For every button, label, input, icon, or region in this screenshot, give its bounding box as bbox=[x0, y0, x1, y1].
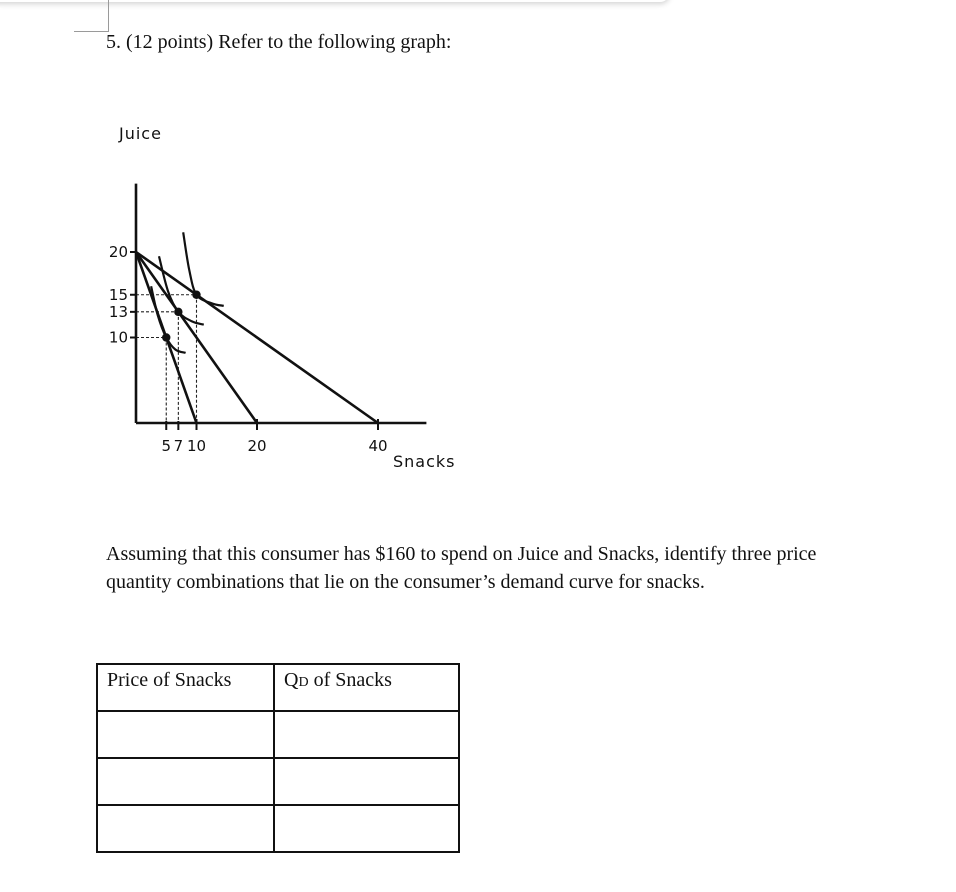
question-text: Refer to the following graph: bbox=[218, 31, 452, 53]
header-qd-of-snacks bbox=[274, 664, 459, 711]
x-axis-title: Snacks bbox=[393, 452, 456, 471]
y-axis-title: Juice bbox=[119, 124, 162, 143]
chart-guides bbox=[136, 295, 197, 423]
table-header-row bbox=[97, 664, 459, 711]
y-tick-label-20: 20 bbox=[108, 243, 128, 261]
tangency-point-2 bbox=[174, 308, 182, 316]
chart-labels bbox=[109, 124, 456, 471]
qd-cell-1[interactable] bbox=[274, 711, 459, 758]
prompt-text bbox=[106, 540, 916, 596]
x-tick-label-40: 40 bbox=[368, 437, 388, 455]
y-tick-label-10: 10 bbox=[108, 328, 128, 347]
header-qd-subscript: D bbox=[298, 675, 309, 690]
table-row bbox=[97, 711, 459, 758]
question-number: 5. bbox=[106, 31, 121, 53]
x-tick-label-5: 5 bbox=[161, 437, 172, 455]
header-price-of-snacks: Price of Snacks bbox=[97, 664, 274, 711]
prompt-line-1: Assuming that this consumer has $160 to spend on Juice and Snacks, identify three price bbox=[106, 543, 817, 565]
price-cell-1[interactable] bbox=[97, 711, 274, 758]
answer-table bbox=[96, 663, 460, 853]
chart-axes bbox=[136, 184, 426, 423]
qd-cell-2[interactable] bbox=[274, 758, 459, 805]
budget-line-c bbox=[136, 252, 378, 423]
header-qd-letter: Q bbox=[284, 669, 299, 691]
table-row bbox=[97, 805, 459, 852]
tangency-point-3 bbox=[192, 291, 200, 299]
x-tick-label-10: 10 bbox=[186, 437, 207, 455]
y-tick-label-13: 13 bbox=[108, 302, 128, 321]
y-tick-label-15: 15 bbox=[108, 285, 128, 304]
prompt-line-2: quantity combinations that lie on the consumer’s demand curve for snacks. bbox=[106, 571, 705, 593]
qd-cell-3[interactable] bbox=[274, 805, 459, 852]
table-row bbox=[97, 758, 459, 805]
header-qd-text: of Snacks bbox=[308, 669, 392, 691]
price-cell-3[interactable] bbox=[97, 805, 274, 852]
tangency-point-1 bbox=[162, 333, 170, 341]
indifference-curve-3 bbox=[183, 232, 224, 306]
price-cell-2[interactable] bbox=[97, 758, 274, 805]
x-tick-label-7: 7 bbox=[173, 437, 184, 455]
question-points: (12 points) bbox=[126, 31, 214, 53]
x-tick-label-20: 20 bbox=[247, 437, 267, 455]
chart-lines bbox=[136, 232, 378, 423]
